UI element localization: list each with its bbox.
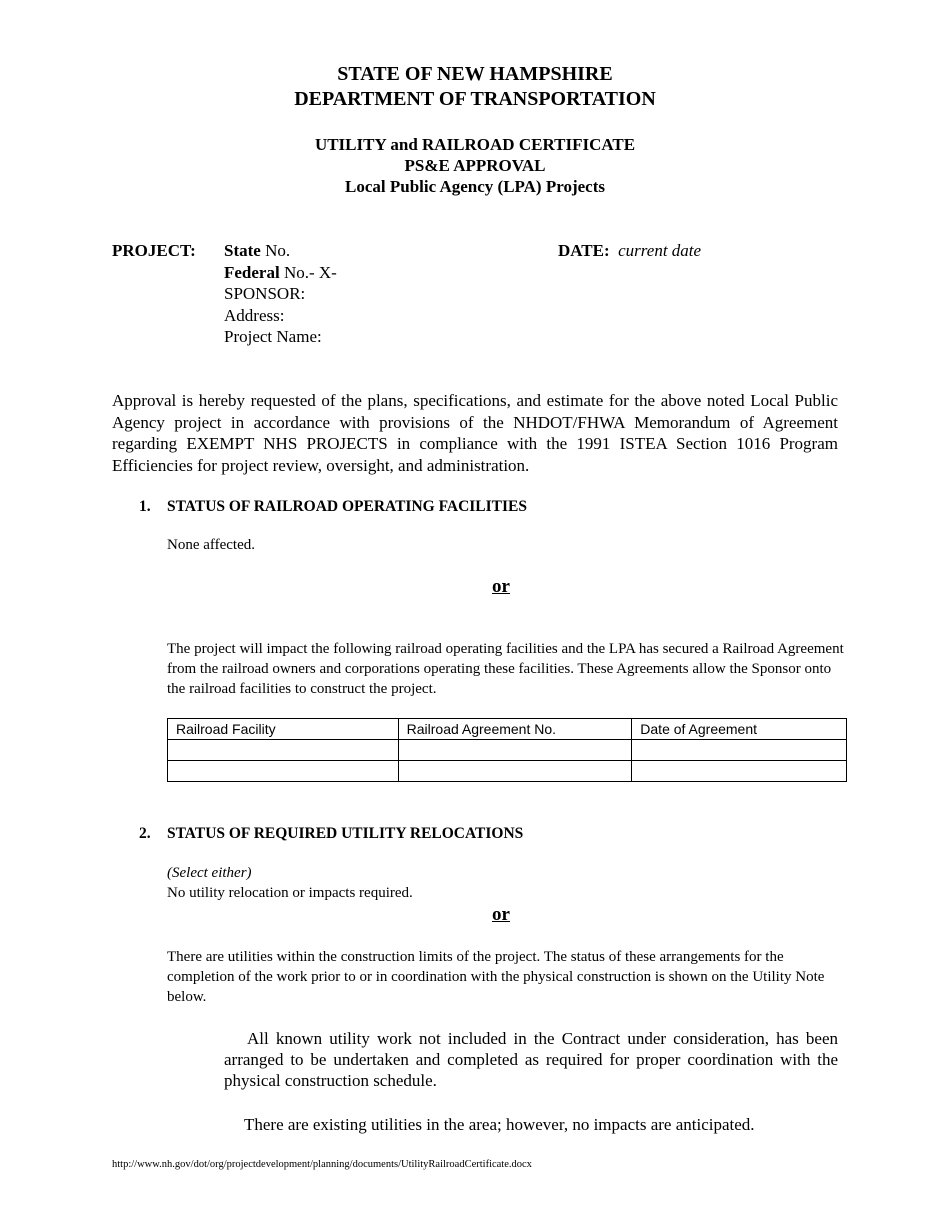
column-header-agreement-no: Railroad Agreement No.: [398, 719, 632, 740]
certificate-title: UTILITY and RAILROAD CERTIFICATE: [314, 135, 636, 154]
table-cell[interactable]: [632, 761, 847, 782]
address-line: Address:: [224, 305, 285, 325]
utility-note-known-work: All known utility work not included in the Contract under consideration, has been arranged to be undertaken and completed as required for proper coordination with the physical construction schedule.: [224, 1029, 838, 1090]
section2-select-either: (Select either): [167, 865, 252, 881]
section1-impact-text: The project will impact the following railroad operating facilities and the LPA has secured a Railroad Agreement from the railroad owners and corporations operating these facilities. These Agreements allow the Sponsor onto the railroad facilities to construct the project.: [167, 641, 844, 697]
column-header-date-of-agreement: Date of Agreement: [632, 719, 847, 740]
table-row: [168, 740, 847, 761]
intro-paragraph: Approval is hereby requested of the plans, specifications, and estimate for the above noted Local Public Agency project in accordance with provisions of the NHDOT/FHWA Memorandum of Agreement regarding EXEMPT NHS PROJECTS in compliance with the 1991 ISTEA Section 1016 Program Efficiencies for project review, oversight, and administration.: [112, 391, 838, 475]
table-header-row: [168, 719, 847, 740]
federal-number-line: [224, 262, 337, 284]
project-name-line: Project Name:: [224, 327, 322, 346]
section1-or: or: [492, 576, 510, 597]
section2-number: 2.: [139, 825, 151, 842]
table-cell[interactable]: [632, 740, 847, 761]
approval-title: PS&E APPROVAL: [404, 156, 546, 175]
section1-number: 1.: [139, 498, 151, 515]
section2-or: or: [492, 904, 510, 925]
header-department: DEPARTMENT OF TRANSPORTATION: [294, 88, 656, 110]
state-label: State: [224, 241, 261, 260]
project-label: PROJECT:: [112, 241, 196, 260]
table-cell[interactable]: [398, 761, 632, 782]
date-label: DATE:: [558, 241, 610, 260]
federal-label: Federal: [224, 262, 280, 282]
section2-utilities-text: There are utilities within the construction limits of the project. The status of these arrangements for the completion of the work prior to or in coordination with the physical construction is shown on the Utility Note below.: [167, 949, 825, 1005]
footer-url: http://www.nh.gov/dot/org/projectdevelopment/planning/documents/UtilityRailroadCertificate.docx: [112, 1159, 532, 1170]
table-cell[interactable]: [168, 761, 399, 782]
section2-title: STATUS OF REQUIRED UTILITY RELOCATIONS: [167, 825, 524, 842]
state-number: No.: [260, 241, 291, 260]
railroad-table: [167, 718, 847, 782]
sponsor-line: SPONSOR:: [224, 284, 306, 303]
section2-no-relocation: No utility relocation or impacts required.: [167, 885, 413, 901]
date-value: current date: [618, 241, 702, 260]
state-number-line: [224, 240, 290, 262]
section1-none-affected: None affected.: [167, 537, 256, 553]
table-cell[interactable]: [398, 740, 632, 761]
section1-title: STATUS OF RAILROAD OPERATING FACILITIES: [167, 498, 528, 515]
header-state: STATE OF NEW HAMPSHIRE: [337, 63, 613, 85]
date-line: [558, 240, 701, 262]
utility-note-no-impacts: There are existing utilities in the area; however, no impacts are anticipated.: [244, 1115, 755, 1134]
lpa-title: Local Public Agency (LPA) Projects: [345, 177, 605, 196]
table-cell[interactable]: [168, 740, 399, 761]
table-row: [168, 761, 847, 782]
federal-number: No.- X-: [279, 262, 337, 282]
column-header-railroad-facility: Railroad Facility: [168, 719, 399, 740]
